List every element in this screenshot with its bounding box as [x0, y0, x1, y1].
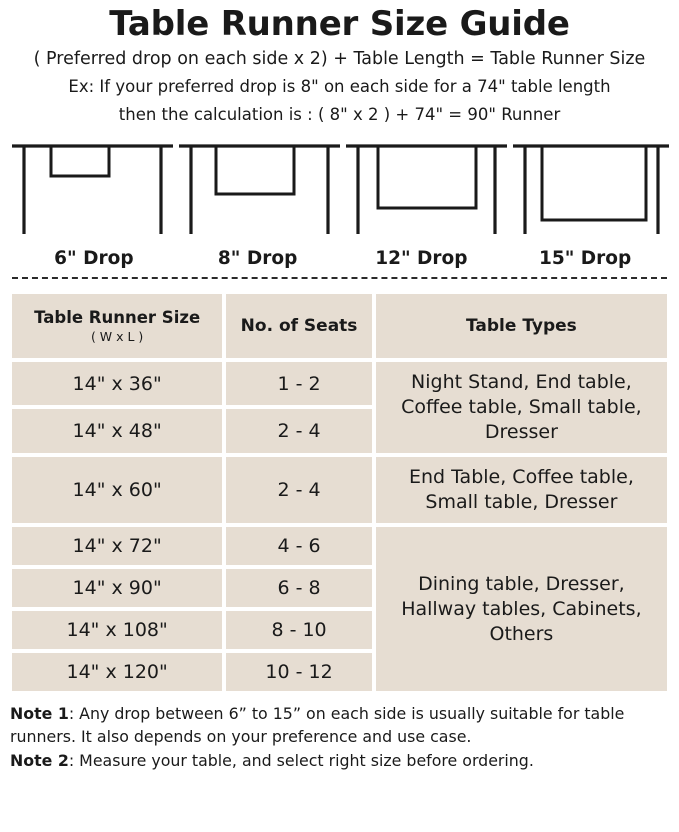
note-2	[10, 750, 669, 772]
cell-size: 14" x 72"	[12, 527, 222, 565]
cell-size: 14" x 48"	[12, 409, 222, 453]
cell-size: 14" x 90"	[12, 569, 222, 607]
drop-label-12: 12" Drop	[375, 247, 468, 269]
example-line-1: Ex: If your preferred drop is 8" on each side for a 74" table length	[68, 77, 611, 97]
dashed-divider	[12, 277, 667, 279]
cell-size: 14" x 36"	[12, 362, 222, 406]
drop-label-8: 8" Drop	[217, 247, 298, 269]
cell-seats: 8 - 10	[226, 611, 372, 649]
note-2-label: Note 2	[10, 751, 69, 771]
header-table-types: Table Types	[376, 294, 667, 358]
header-runner-size	[12, 294, 222, 358]
cell-seats: 6 - 8	[226, 569, 372, 607]
table-row	[12, 362, 667, 406]
header-runner-size-main: Table Runner Size	[34, 307, 201, 327]
cell-types: End Table, Coffee table, Small table, Dresser	[376, 457, 667, 523]
cell-seats: 10 - 12	[226, 653, 372, 691]
header-no-of-seats: No. of Seats	[226, 294, 372, 358]
drop-label-row	[6, 248, 673, 269]
table-header-row	[12, 294, 667, 358]
cell-seats: 2 - 4	[226, 409, 372, 453]
header-runner-size-sub: ( W x L )	[90, 328, 144, 344]
note-1	[10, 703, 669, 748]
note-1-text: : Any drop between 6” to 15” on each side is usually suitable for table runners. It also depends on your preference and use case.	[10, 704, 625, 746]
cell-seats: 1 - 2	[226, 362, 372, 406]
size-table	[8, 290, 671, 695]
notes-section	[0, 695, 679, 772]
cell-types: Dining table, Dresser, Hallway tables, Cabinets, Others	[376, 527, 667, 691]
drop-label-6: 6" Drop	[54, 247, 134, 269]
cell-seats: 4 - 6	[226, 527, 372, 565]
size-table-area	[0, 290, 679, 695]
cell-seats: 2 - 4	[226, 457, 372, 523]
size-guide-page	[0, 6, 679, 832]
cell-size: 14" x 60"	[12, 457, 222, 523]
drop-diagram	[0, 138, 679, 279]
page-title: Table Runner Size Guide	[109, 4, 570, 44]
drop-label-15: 15" Drop	[538, 247, 632, 269]
cell-types: Night Stand, End table, Coffee table, Small table, Dresser	[376, 362, 667, 453]
note-2-text: : Measure your table, and select right size before ordering.	[68, 751, 534, 771]
example-line-2: then the calculation is : ( 8" x 2 ) + 74" = 90" Runner	[118, 104, 561, 124]
formula-line: ( Preferred drop on each side x 2) + Table Length = Table Runner Size	[33, 49, 646, 70]
note-1-label: Note 1	[10, 704, 69, 724]
drop-diagram-svg	[6, 138, 673, 246]
table-row	[12, 457, 667, 523]
cell-size: 14" x 108"	[12, 611, 222, 649]
cell-size: 14" x 120"	[12, 653, 222, 691]
table-row	[12, 527, 667, 565]
